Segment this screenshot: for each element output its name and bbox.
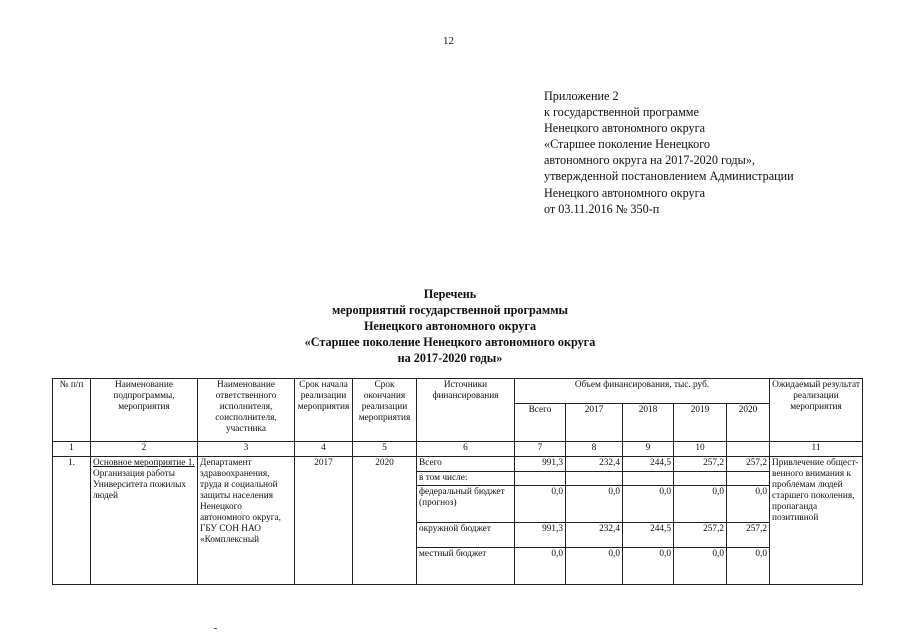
- title-line: на 2017-2020 годы»: [397, 351, 503, 365]
- header-end: Срок окончания реализации мероприятия: [353, 379, 417, 442]
- value-2019: [674, 472, 727, 486]
- title-line: мероприятий государственной программы: [331, 303, 569, 317]
- header-2019: 2019: [674, 404, 727, 442]
- header-num: № п/п: [53, 379, 91, 442]
- value-2018: 0,0: [623, 548, 674, 585]
- row-name: [91, 457, 198, 585]
- appendix-line: Ненецкого автономного округа: [544, 121, 706, 136]
- header-2020: 2020: [727, 404, 770, 442]
- appendix-line: Приложение 2: [544, 89, 619, 103]
- value-2018: [623, 472, 674, 486]
- value-2019: 257,2: [674, 523, 727, 548]
- column-number: 10: [674, 442, 727, 457]
- value-2017: 0,0: [566, 486, 623, 523]
- source-label: местный бюджет: [417, 548, 515, 585]
- column-number: 8: [566, 442, 623, 457]
- header-result: Ожидаемый результат реализации мероприятия: [770, 379, 863, 442]
- value-2020: [727, 472, 770, 486]
- column-number: 11: [770, 442, 863, 457]
- column-number-row: [53, 442, 863, 457]
- value-2020: 257,2: [727, 523, 770, 548]
- value-2019: 0,0: [674, 548, 727, 585]
- header-2018: 2018: [623, 404, 674, 442]
- value-2017: 0,0: [566, 548, 623, 585]
- table-row: [53, 457, 863, 472]
- header-start: Срок начала реализации мероприятия: [295, 379, 353, 442]
- row-start: 2017: [295, 457, 353, 585]
- column-number: 9: [623, 442, 674, 457]
- table-header-row: [53, 379, 863, 404]
- value-2017: [566, 472, 623, 486]
- row-result: Привлечение общест-венного внимания к проблемам людей старшего поколения, пропаганда позитивной: [770, 457, 863, 585]
- column-number: [727, 442, 770, 457]
- header-name: Наименование подпрограммы, мероприятия: [91, 379, 198, 442]
- row-name-rest: Организация работы Университета пожилых людей: [93, 469, 187, 501]
- value-2018: 0,0: [623, 486, 674, 523]
- value-2018: 244,5: [623, 523, 674, 548]
- source-label: Всего: [417, 457, 515, 472]
- value-total: 0,0: [515, 486, 566, 523]
- value-2020: 257,2: [727, 457, 770, 472]
- appendix-note: [544, 88, 794, 217]
- column-number: 5: [353, 442, 417, 457]
- value-2019: 257,2: [674, 457, 727, 472]
- column-number: 7: [515, 442, 566, 457]
- column-number: 3: [198, 442, 295, 457]
- source-label: в том числе:: [417, 472, 515, 486]
- document-title: [240, 286, 660, 366]
- row-name-main: Основное мероприятие 1.: [93, 458, 195, 468]
- row-executor: Департамент здравоохранения, труда и социальной защиты населения Ненецкого автономного округа, ГБУ СОН НАО «Комплексный: [198, 457, 295, 585]
- title-line: Перечень: [423, 287, 477, 301]
- column-number: 6: [417, 442, 515, 457]
- header-sources: Источники финансирования: [417, 379, 515, 442]
- scan-speck: [214, 628, 217, 629]
- source-label: федеральный бюджет (прогноз): [417, 486, 515, 523]
- row-num: 1.: [53, 457, 91, 585]
- value-total: 0,0: [515, 548, 566, 585]
- title-line: «Старшее поколение Ненецкого автономного округа: [304, 335, 596, 349]
- value-2018: 244,5: [623, 457, 674, 472]
- header-total: Всего: [515, 404, 566, 442]
- column-number: 1: [53, 442, 91, 457]
- page-number: 12: [443, 35, 454, 47]
- column-number: 2: [91, 442, 198, 457]
- appendix-line: «Старшее поколение Ненецкого: [544, 137, 710, 152]
- measures-table: [52, 378, 863, 585]
- value-2017: 232,4: [566, 523, 623, 548]
- appendix-line: от 03.11.2016 № 350-п: [544, 201, 660, 216]
- header-volume: Объем финансирования, тыс. руб.: [515, 379, 770, 404]
- value-total: [515, 472, 566, 486]
- value-total: 991,3: [515, 457, 566, 472]
- source-label: окружной бюджет: [417, 523, 515, 548]
- column-number: 4: [295, 442, 353, 457]
- value-2020: 0,0: [727, 486, 770, 523]
- appendix-line: Ненецкого автономного округа: [544, 185, 706, 200]
- title-line: Ненецкого автономного округа: [363, 319, 537, 333]
- appendix-line: автономного округа на 2017-2020 годы»,: [544, 153, 755, 168]
- row-end: 2020: [353, 457, 417, 585]
- header-executor: Наименование ответственного исполнителя, соисполнителя, участника: [198, 379, 295, 442]
- header-2017: 2017: [566, 404, 623, 442]
- appendix-line: утвержденной постановлением Администрации: [544, 169, 794, 184]
- appendix-line: к государственной программе: [544, 105, 699, 120]
- value-2017: 232,4: [566, 457, 623, 472]
- value-2020: 0,0: [727, 548, 770, 585]
- value-2019: 0,0: [674, 486, 727, 523]
- value-total: 991,3: [515, 523, 566, 548]
